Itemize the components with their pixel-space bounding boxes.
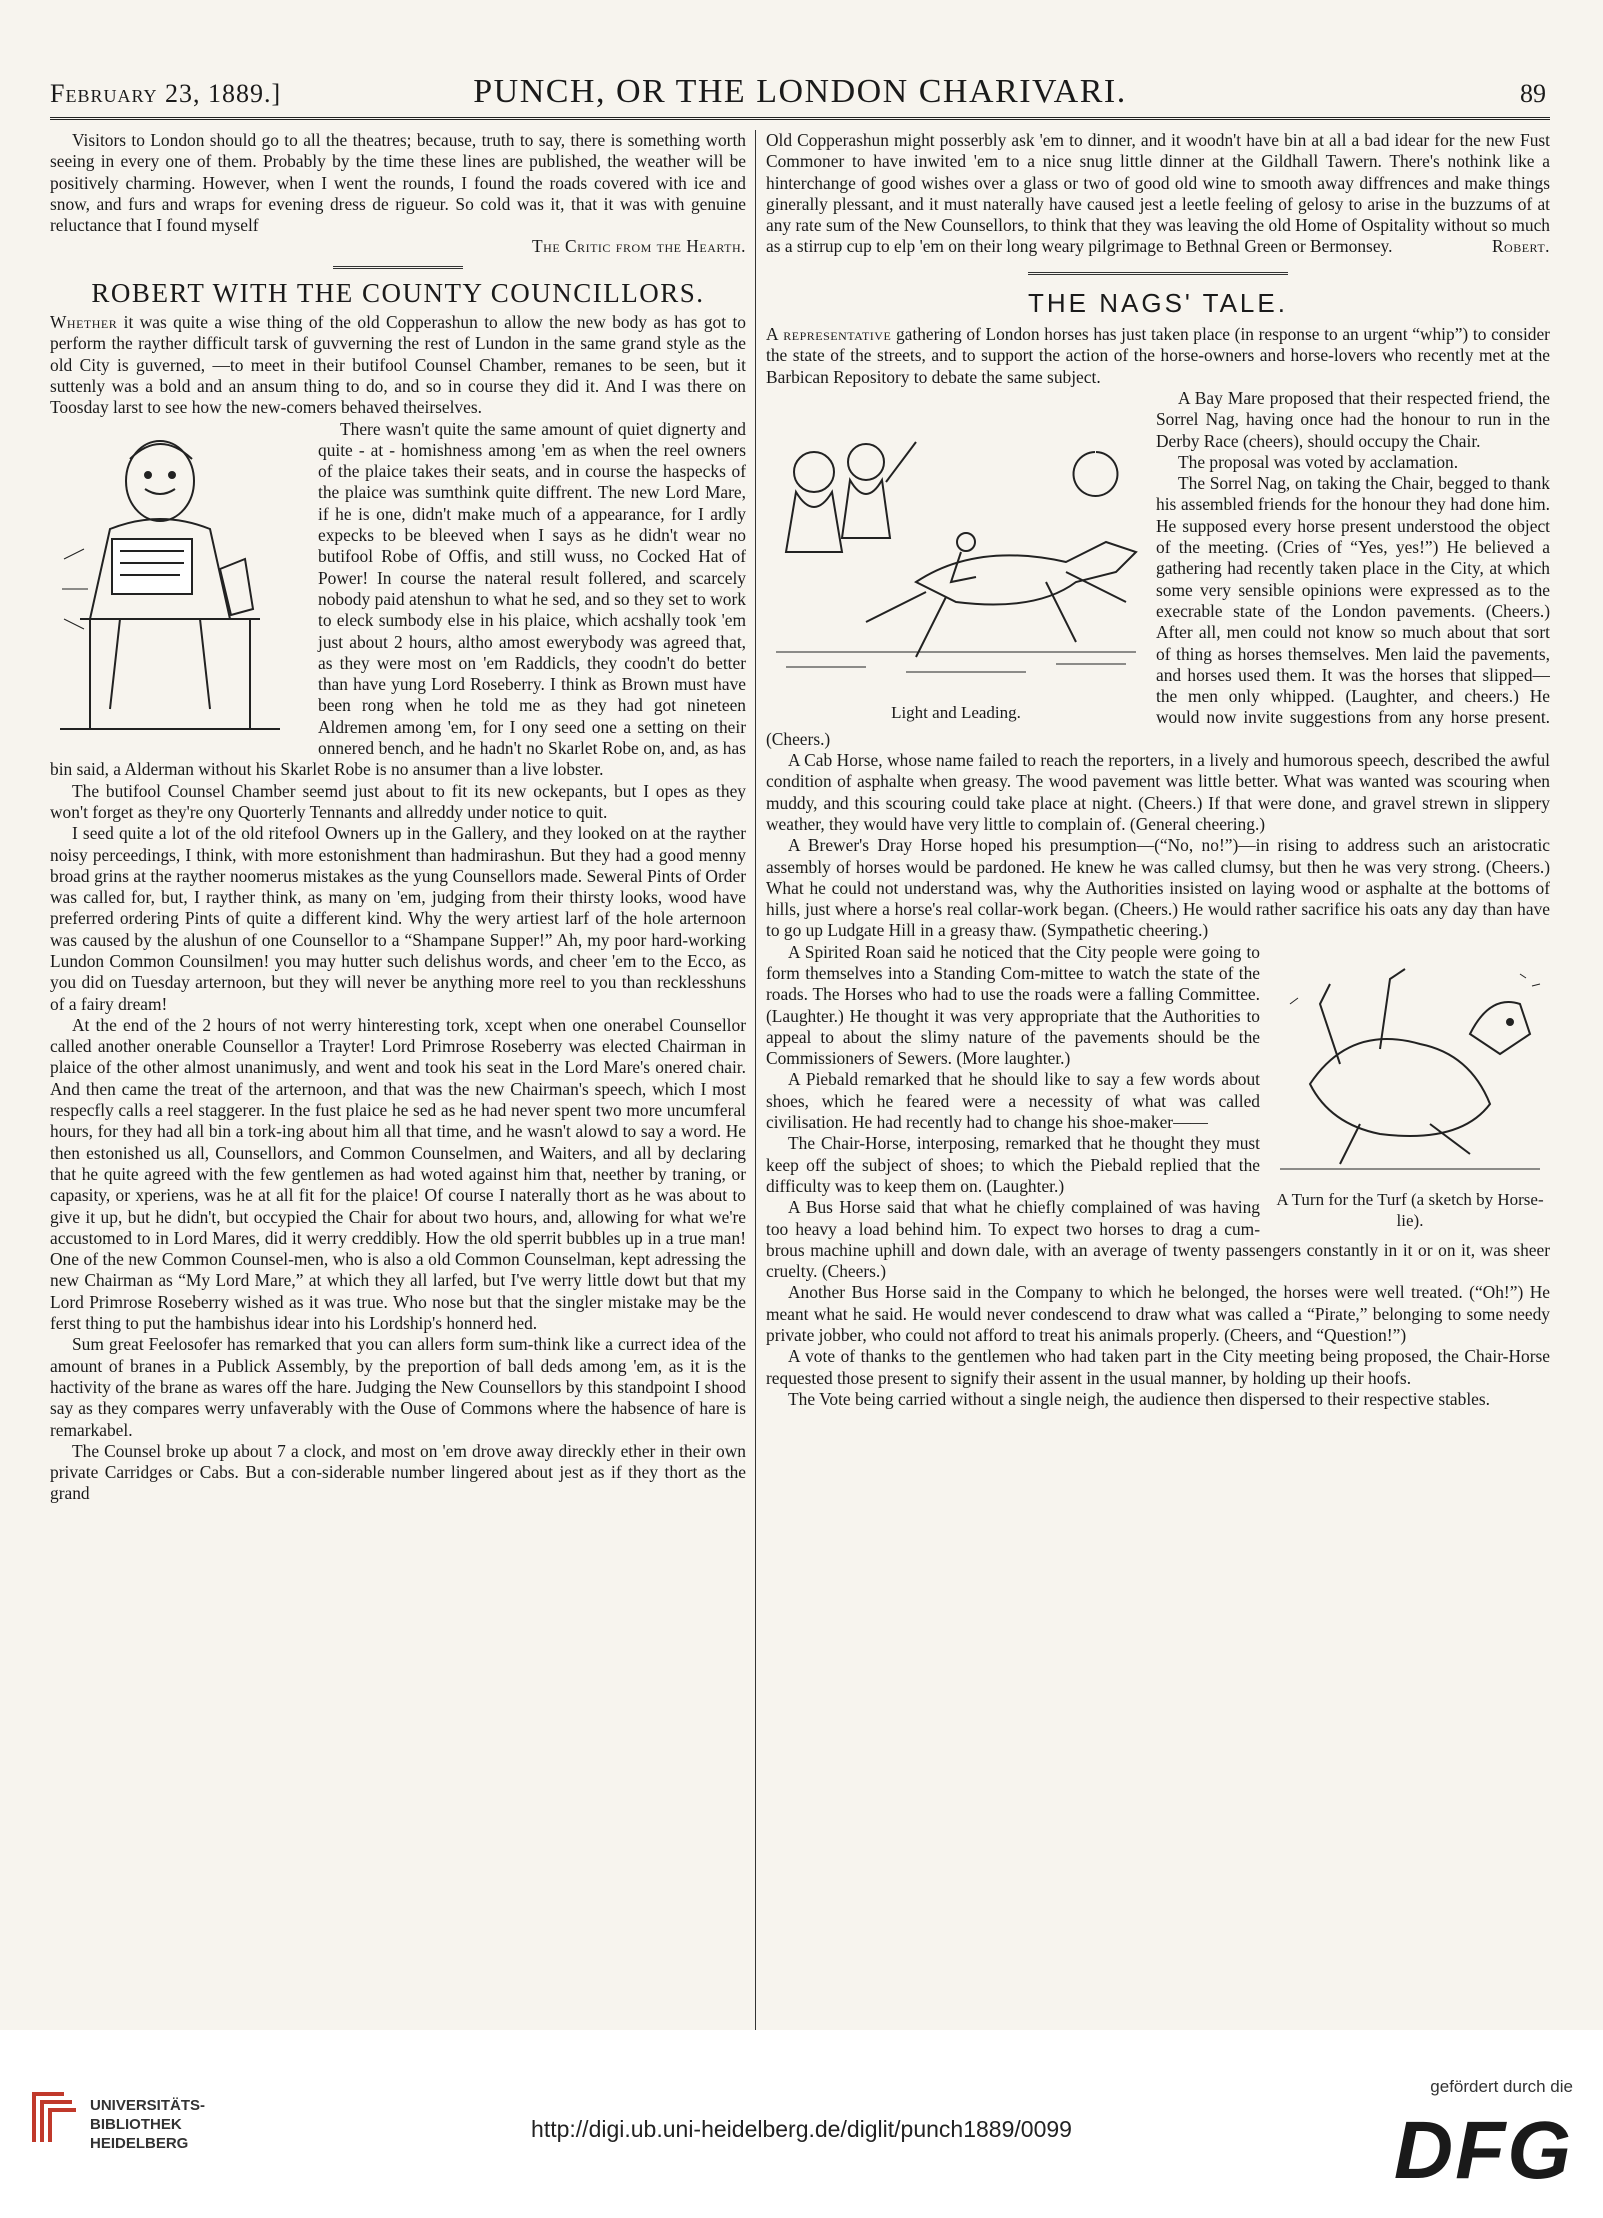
left-column [50, 130, 746, 2025]
article-paragraph: A Bay Mare proposed that their respected friend, the Sorrel Nag, having once had the honour to run in the Derby Race (cheers), should occupy the Chair. [1156, 387, 1550, 451]
article-paragraph: At the end of the 2 hours of not werry hinteresting tork, xcept when one onerabel Counsellor called another onerable Counsellor a Trayter! Lord Primrose Roseberry was elected Chairman in plaice of the other almost unanimusly, and went and took his seat in the Lord Mare's onered chair. And then came the treat of the arternoon, and that was the new Chairman's speech, which I most respecfly calls a reel staggerer. In the fust plaice he sed as he had never spent two more uncumferal hours, for they had all bin a tork-ing about him all that time, and he wasn't alowd to say a word. He then estonished us all, Counsellors, and Common Counselmen, and Waiters, and all by declaring that he quite agreed with the few gentlemen as had woted against him that, neether by traning, or capasity, or xperiens, was he at all fit for the plaice! Of course I naterally thort as he was about to give it up, but he didn't, but occypied the Chair for about two hours, and, allowing for what we're accustomed to in Lord Mares, did it werry creddibly. How the old sperrit bubbles up in a true man! One of the new Common Counsel-men, who is also a old Common Counselman, kept adressing the new Chairman as “My Lord Mare,” at which they all larfed, but I've werry little dowt but that my Lord Primrose Roseberry wished as it was true. Who nose but that the singler mistake may be the ferst thing to put the hambishus idear into his Lordship's honnerd hed. [50, 1014, 746, 1334]
article-paragraph [766, 324, 1550, 388]
page-header [50, 58, 1550, 120]
article-paragraph: The proposal was voted by acclamation. [1178, 451, 1459, 472]
page-number: 89 [1520, 79, 1546, 108]
article-paragraph: I seed quite a lot of the old ritefool Owners up in the Gallery, and they looked on at the rayther noisy perceedings, I think, with more estonishment than hadmirashun. But they had a good menny broad grins at the rayther noomerus mistakes as the yung Counsellors made. Seweral Pints of Order was called for, but, I rayther think, as many on 'em, judging from their thirsty looks, wood have preferred ordering Pints of quite a different kind. Why the wery artiest larf of the hole arternoon was caused by the alushun of one Counsellor to a “Shampane Supper!” Ah, my poor hard-working Lundon Common Counsilmen! you may hutter such delishus words, and cheer 'em to the Ecco, as you did on Tuesday arternoon, but they will never be anything more reel to you than recklesshuns of a fairy dream! [50, 823, 746, 1014]
county-councillor-illustration [50, 419, 310, 744]
publication-title: PUNCH, OR THE LONDON CHARIVARI. [473, 73, 1127, 110]
article-paragraph: Another Bus Horse said in the Company to which he belonged, the horses were well treated. (“Oh!”) He meant what he said. He would never condescend to draw what was called a “Pirate,” belonging to some needy private jobber, who could not afford to treat his animals properly. (Cheers, and “Question!”) [766, 1282, 1550, 1346]
right-column [766, 130, 1550, 2025]
article-paragraph: The Vote being carried without a single neigh, the audience then dispersed to their respective stables. [788, 1388, 1491, 1409]
article-paragraph: A Cab Horse, whose name failed to reach the reporters, in a lively and humorous speech, described the awful condition of asphalte when greasy. The wood pavement was little better. What was wanted was scouring when muddy, and this scouring could take place at night. (Cheers.) If that were done, and gravel strewn in slippery weather, they would have very little to complain of. (General cheering.) [766, 750, 1550, 834]
paragraph-text: Old Copperashun might posserbly ask 'em to dinner, and it woodn't have bin at all a bad idear for the new Fust Commoner to have inwited 'em to a nice snug little dinner at the Gildhall Tawern. There's nothink like a hinterchange of good wishes over a glass or two of good old wine to smooth away diffrences and make things ginerally plessant, and it must naterally have caused jest a leetle feeling of gelosy to arise in the buzzums of at any rate sum of the New Counsellors, to think that they was leaving the old Home of Ospitality without so much as a stirrup cup to elp 'em on their long weary pilgrimage to Bethnal Green or Bermonsey. [766, 130, 1550, 257]
digitization-url[interactable]: http://digi.ub.uni-heidelberg.de/diglit/punch1889/0099 [531, 2116, 1072, 2142]
lead-word: Whether [50, 312, 118, 333]
article-paragraph: The Chair-Horse, interposing, remarked that he thought they must keep off the subject of shoes; to which the Piebald replied that the difficulty was to keep them on. (Laughter.) [766, 1133, 1260, 1196]
library-line: UNIVERSITÄTS- [90, 2097, 206, 2114]
article-paragraph: The butifool Counsel Chamber seemd just about to fit its new ockepants, but I opes as they won't forget as they're ony Quorterly Tennants and allreddy under notice to quit. [50, 780, 746, 822]
article-paragraph: A Bus Horse said that what he chiefly complained of was having too heavy a load behind him. To expect two horses to drag a cum-brous machine uphill and down dale, with an average of twenty passengers constantly in it or on it, was sheer cruelty. (Cheers.) [766, 1197, 1550, 1282]
theatre-intro-paragraph: Visitors to London should go to all the theatres; because, truth to say, there is something worth seeing in every one of them. Probably by the time these lines are published, the weather will be positively charming. However, when I went the rounds, I found the roads covered with ice and snow, and furs and wraps for evening dress de rigueur. So cold was it, that it was with genuine reluctance that I found myself [50, 130, 746, 236]
newspaper-sheet [50, 58, 1550, 1998]
article-paragraph: The Counsel broke up about 7 a clock, and most on 'em drove away direckly ether in their own private Carridges or Cabs. But a con-siderable number lingered about jest as if they thort as the grand [50, 1440, 746, 1504]
figure-caption: A Turn for the Turf (a sketch by Horse-lie). [1276, 1189, 1544, 1231]
article-title-robert: ROBERT WITH THE COUNTY COUNCILLORS. [91, 277, 705, 308]
article-paragraph: A Brewer's Dray Horse hoped his presumption—(“No, no!”)—in rising to address such an aristocratic assembly of horses would be pardoned. He knew he was called clumsy, but then he was very strong. (Cheers.) What he could not understand was, why the Authorities insisted on laying wood or asphalte at the bottoms of hills, just where a horse's real collar-work began. (Cheers.) He would rather sacrifice his oats any day than have to go up Ludgate Hill in a greasy thaw. (Sympathetic cheering.) [766, 835, 1550, 941]
article-paragraph: There wasn't quite the same amount of quiet dignerty and quite - at - homishness among 'em as when the reel owners of the plaice takes their seats, and in course the haspecks of the plaice was sumthink quite diffrent. The new Lord Mare, if he is one, didn't make much of a appearance, for I ardly expecks to be bleeved when I says as he didn't wear no butifool Robe of Offis, and still wuss, no Cocked Hat of Power! In course the nateral result follered, and scarcely nobody paid atenshun to what he sed, and so they set to work to eleck sumbody else in his plaice, which acshally took 'em just about 2 hours, altho amost ewerybody was agreed that, as they were most on 'em Raddicls, they coodn't do better than have yung Lord Roseberry. I think as Brown must have been rong when he told me as they had got nineteen Aldremen among 'em, for I ony seed one a setting on their onnered bench, and he hadn't no Skarlet Robe on, and, as has bin said, a Alderman without his Skarlet Robe is no ansumer than a live lobster. [50, 418, 746, 780]
library-line: BIBLIOTHEK [90, 2116, 182, 2133]
lead-word: A representative [766, 324, 892, 345]
issue-date: February 23, 1889.] [50, 79, 282, 108]
article-paragraph [50, 312, 746, 418]
racing-horse-illustration [766, 392, 1146, 722]
article-title-nags: THE NAGS' TALE. [1028, 287, 1288, 318]
paragraph-text: it was quite a wise thing of the old Copperashun to allow the new body as has got to perform the rayther difficult tarsk of guvverning the rest of Lundon in the same grand style as the old City is guverned, —to meet in their butifool Counsel Chamber, remanes to be seen, but it suttenly was a bold and an ansum thing to do, and so in course they did it. And I was there on Toosday larst to see how the new-comers behaved theirselves. [50, 312, 746, 418]
robert-signature: Robert. [1491, 236, 1550, 257]
funded-by-text: gefördert durch die [1430, 2077, 1573, 2096]
figure-caption: Light and Leading. [891, 703, 1021, 723]
section-divider [1028, 272, 1288, 275]
paragraph-text: gathering of London horses has just taken place (in response to an urgent “whip”) to consider the state of the streets, and to support the action of the horse-owners and horse-lovers who recently met at the Barbican Repository to debate the same subject. [766, 324, 1550, 387]
article-paragraph: Sum great Feelosofer has remarked that you can allers form sum-think like a currect idea of the amount of branes in a Publick Assembly, by the preportion of ball deds among 'em, as it is the hactivity of the brane as wares off the hare. Judging the New Counsellors by this standpoint I shood say as they compares werry unfaverably with the Ouse of Commons where the habsence of hare is remarkabel. [50, 1334, 746, 1440]
column-divider [755, 130, 756, 2030]
article-paragraph: The Sorrel Nag, on taking the Chair, begged to thank his assembled friends for the honour they had done him. He supposed every horse present understood the object of the meeting. (Cries of “Yes, yes!”) He believed a gathering had recently taken place in the City, at which some very sensible opinions were expressed as to the execrable state of the London pavements. (Cheers.) After all, men could not know so much about that sort of thing as horses themselves. Men laid the pavements, and horses used them. It was the horses that slipped—the men only whipped. (Laughter, and cheers.) He would now invite suggestions from any horse present. (Cheers.) [766, 473, 1550, 749]
fallen-horse-illustration [1270, 944, 1550, 1231]
article-paragraph: A Spirited Roan said he noticed that the City people were going to form themselves into a Standing Com-mittee to watch the state of the roads. The Horses who had to use the roads were a falling Committee. (Laughter.) He thought it was very appropriate that the Authorities to appeal to about the slimy nature of the pavements should be the Commissioners of Sewers. (More laughter.) [766, 941, 1260, 1069]
theatre-signature: The Critic from the Hearth. [532, 236, 746, 257]
library-line: HEIDELBERG [90, 2135, 189, 2152]
robert-continuation [766, 130, 1550, 258]
dfg-logo: DFG [1393, 2105, 1573, 2196]
article-paragraph: A vote of thanks to the gentlemen who had taken part in the City meeting being proposed, the Chair-Horse requested those present to signify their assent in the usual manner, by holding up their hoofs. [766, 1346, 1550, 1388]
article-paragraph: A Piebald remarked that he should like to say a few words about shoes, which he feared were a necessity of what was called civilisation. He had recently had to change his shoe-maker—— [766, 1069, 1260, 1133]
section-divider [333, 266, 463, 269]
